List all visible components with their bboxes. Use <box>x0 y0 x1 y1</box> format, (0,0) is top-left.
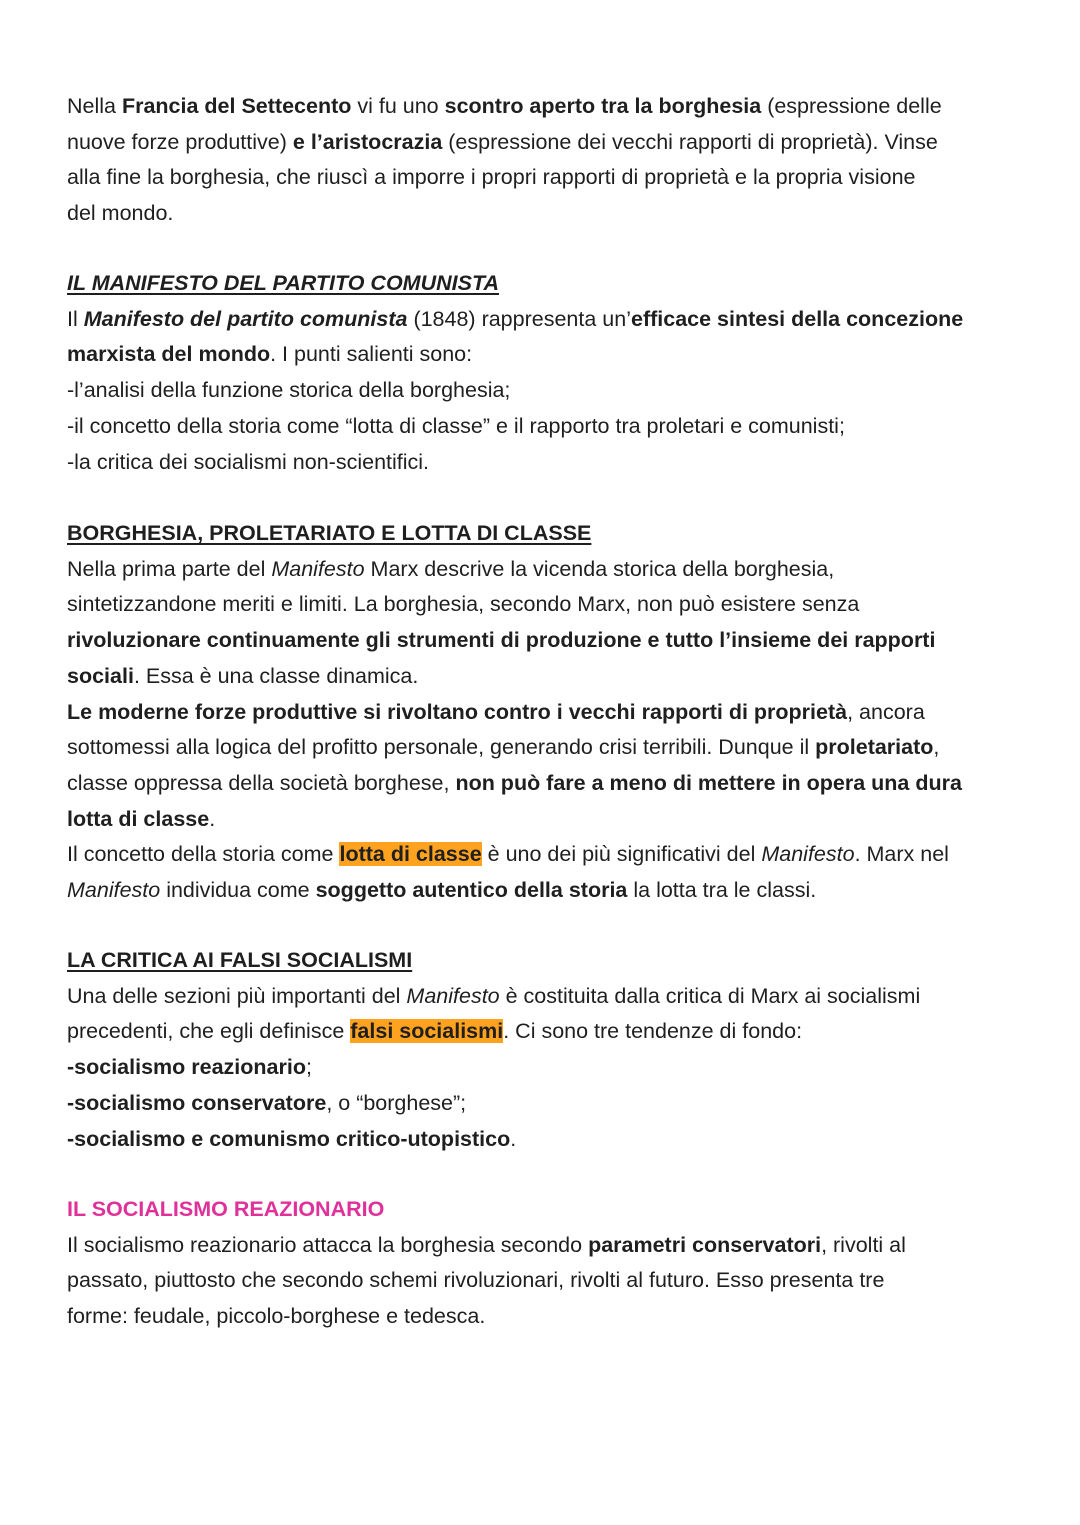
text-run: . <box>209 806 216 831</box>
bold-run: sociali <box>67 663 134 688</box>
highlighted-term: falsi socialismi <box>350 1019 504 1044</box>
text-run: . <box>510 1126 517 1151</box>
bold-run: -socialismo reazionario <box>67 1055 306 1080</box>
text-run: , ancora <box>847 699 925 724</box>
manifesto-line-2 <box>67 337 1027 373</box>
manifesto-section <box>67 266 1027 480</box>
text-run: classe oppressa della società borghese, <box>67 770 456 795</box>
manifesto-line-4: -il concetto della storia come “lotta di classe” e il rapporto tra proletari e comunisti; <box>67 413 845 438</box>
reazionario-line-3: forme: feudale, piccolo-borghese e tedesca. <box>67 1304 486 1329</box>
critica-line-4 <box>67 1086 1027 1122</box>
reazionario-line-2: passato, piuttosto che secondo schemi rivoluzionari, rivolti al futuro. Esso presenta tre <box>67 1268 885 1293</box>
text-run: la lotta tra le classi. <box>627 878 817 903</box>
borghesia-line-7 <box>67 766 1027 802</box>
text-run: Marx descrive la vicenda storica della borghesia, <box>364 556 835 581</box>
manifesto-line-3: -l’analisi della funzione storica della borghesia; <box>67 378 511 403</box>
intro-line-3: alla fine la borghesia, che riuscì a imporre i propri rapporti di proprietà e la propria visione <box>67 165 916 190</box>
text-run: , <box>933 735 940 760</box>
bold-run: Le moderne forze produttive si rivoltano contro i vecchi rapporti di proprietà <box>67 699 848 724</box>
text-run: vi fu uno <box>351 94 445 118</box>
critica-line-1 <box>67 979 1027 1015</box>
borghesia-line-6 <box>67 730 1027 766</box>
borghesia-line-10 <box>67 873 1027 909</box>
borghesia-line-4 <box>67 659 1027 695</box>
bold-run: Francia del Settecento <box>121 94 352 118</box>
text-run: Nella <box>67 94 122 118</box>
bold-run: soggetto autentico della storia <box>315 878 628 903</box>
critica-line-5 <box>67 1122 1027 1158</box>
bold-run: lotta di classe <box>67 806 210 831</box>
text-run: Una delle sezioni più importanti del <box>67 983 407 1008</box>
bold-run: -socialismo conservatore <box>67 1090 327 1115</box>
borghesia-line-8 <box>67 802 1027 838</box>
borghesia-line-2: sintetizzandone meriti e limiti. La borghesia, secondo Marx, non può esistere senza <box>67 592 860 617</box>
text-run: (espressione delle <box>761 94 942 118</box>
text-run: precedenti, che egli definisce <box>67 1019 351 1044</box>
text-run: ; <box>305 1055 312 1080</box>
section-heading: LA CRITICA AI FALSI SOCIALISMI <box>67 948 413 972</box>
section-heading: IL MANIFESTO DEL PARTITO COMUNISTA <box>67 271 500 295</box>
text-run: è costituita dalla critica di Marx ai socialismi <box>499 983 921 1008</box>
borghesia-line-1 <box>67 552 1027 588</box>
text-run: , rivolti al <box>821 1232 906 1257</box>
bold-run: e l’aristocrazia <box>292 129 443 154</box>
bold-run: scontro aperto tra la borghesia <box>444 94 762 118</box>
text-run: è uno dei più significativi del <box>481 842 762 867</box>
italic-run: Manifesto <box>271 556 365 581</box>
text-run: Nella prima parte del <box>67 556 272 581</box>
section-heading: BORGHESIA, PROLETARIATO E LOTTA DI CLASSE <box>67 521 592 545</box>
critica-line-3 <box>67 1050 1027 1086</box>
italic-run: Manifesto <box>761 842 855 867</box>
bold-run: non può fare a meno di mettere in opera una dura <box>455 770 962 795</box>
bold-run: efficace sintesi della concezione <box>630 306 964 331</box>
text-run: Il concetto della storia come <box>67 842 340 867</box>
text-run: (espressione dei vecchi rapporti di proprietà). Vinse <box>442 129 938 154</box>
borghesia-line-3 <box>67 623 1027 659</box>
reazionario-line-1 <box>67 1228 1027 1264</box>
text-run: . I punti salienti sono: <box>270 342 473 367</box>
critica-section <box>67 943 1027 1157</box>
text-run: . Marx nel <box>854 842 949 867</box>
intro-paragraph <box>67 89 1027 232</box>
highlighted-term: lotta di classe <box>339 842 482 867</box>
critica-line-2 <box>67 1014 1027 1050</box>
borghesia-line-5 <box>67 695 1027 731</box>
borghesia-line-9 <box>67 837 1027 873</box>
italic-run: Manifesto <box>67 878 161 903</box>
bold-run: -socialismo e comunismo critico-utopistico <box>67 1126 511 1151</box>
reazionario-section <box>67 1192 1027 1335</box>
bold-run: marxista del mondo <box>67 342 271 367</box>
text-run: Il <box>67 306 84 331</box>
text-run: . Essa è una classe dinamica. <box>133 663 419 688</box>
text-run: Il socialismo reazionario attacca la borghesia secondo <box>67 1232 589 1257</box>
bold-run: proletariato <box>815 735 934 760</box>
text-run: sottomessi alla logica del profitto personale, generando crisi terribili. Dunque il <box>67 735 816 760</box>
text-run: . Ci sono tre tendenze di fondo: <box>503 1019 803 1044</box>
manifesto-line-1 <box>67 302 1027 338</box>
intro-line-4: del mondo. <box>67 201 174 226</box>
text-run: , o “borghese”; <box>326 1090 467 1115</box>
bold-run: parametri conservatori <box>588 1232 822 1257</box>
bold-italic-run: Manifesto del partito comunista <box>83 306 408 331</box>
section-heading: IL SOCIALISMO REAZIONARIO <box>67 1197 385 1221</box>
borghesia-section <box>67 516 1027 909</box>
manifesto-line-5: -la critica dei socialismi non-scientifici. <box>67 449 430 474</box>
text-run: nuove forze produttive) <box>67 129 293 154</box>
text-run: (1848) rappresenta un’ <box>407 306 631 331</box>
intro-line-1 <box>67 89 1027 125</box>
intro-line-2 <box>67 125 1027 161</box>
bold-run: rivoluzionare continuamente gli strumenti di produzione e tutto l’insieme dei rapporti <box>67 628 936 653</box>
text-run: individua come <box>160 878 316 903</box>
italic-run: Manifesto <box>406 983 500 1008</box>
